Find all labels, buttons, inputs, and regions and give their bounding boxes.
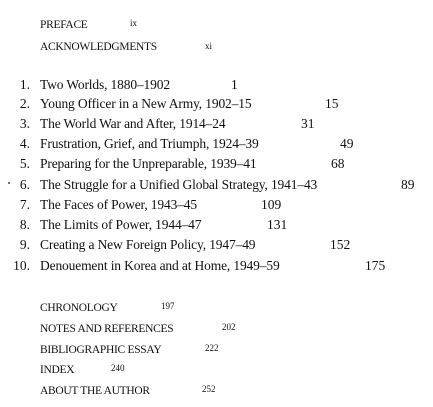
chapter-title: Creating a New Foreign Policy, 1947–49 — [40, 237, 256, 252]
entry-label: NOTES AND REFERENCES — [40, 323, 174, 335]
entry-page: 197 — [161, 301, 175, 311]
toc-entry-chronology — [40, 299, 118, 315]
chapter-page: 152 — [330, 237, 351, 252]
chapter-number: 3. — [19, 116, 30, 131]
chapter-number: 8. — [19, 217, 30, 232]
chapter-number: 7. — [19, 197, 30, 212]
entry-page: 202 — [222, 322, 236, 332]
entry-label: PREFACE — [40, 19, 88, 31]
chapter-title: The Struggle for a Unified Global Strategy, 1941–43 — [40, 177, 318, 192]
chapter-title: The Faces of Power, 1943–45 — [40, 197, 198, 212]
chapter-number: 10. — [13, 258, 30, 273]
entry-label: ABOUT THE AUTHOR — [40, 385, 150, 397]
chapter-number: 4. — [19, 136, 30, 151]
toc-entry-preface — [40, 16, 88, 32]
chapter-page: 109 — [261, 197, 282, 212]
entry-page: xi — [205, 41, 213, 51]
chapter-page: 31 — [301, 116, 315, 131]
chapter-title: The Limits of Power, 1944–47 — [40, 217, 202, 232]
chapter-title: Preparing for the Unpreparable, 1939–41 — [40, 156, 257, 171]
chapter-title: The World War and After, 1914–24 — [40, 116, 226, 131]
entry-page: 222 — [205, 343, 219, 353]
chapter-page: 175 — [365, 258, 386, 273]
chapter-page: 89 — [401, 177, 415, 192]
toc-entry-about-the-author — [40, 382, 150, 398]
entry-label: CHRONOLOGY — [40, 302, 118, 314]
chapter-number: 2. — [19, 96, 30, 111]
chapter-number: 1. — [19, 77, 30, 92]
chapter-page: 131 — [267, 217, 288, 232]
chapter-title: Young Officer in a New Army, 1902–15 — [40, 96, 252, 111]
entry-page: ix — [130, 18, 138, 28]
toc-entry-notes — [40, 320, 173, 336]
chapter-page: 49 — [340, 136, 354, 151]
chapter-number: 9. — [19, 237, 30, 252]
entry-label: BIBLIOGRAPHIC ESSAY — [40, 344, 162, 356]
chapter-number: 5. — [19, 156, 30, 171]
chapter-page: 15 — [325, 96, 339, 111]
entry-label: INDEX — [40, 364, 75, 376]
chapter-number: 6. — [19, 177, 30, 192]
toc-entry-acknowledgments — [40, 38, 157, 54]
toc-entry-bibliographic-essay — [40, 341, 161, 357]
entry-label: ACKNOWLEDGMENTS — [40, 41, 157, 53]
toc-entry-index — [40, 361, 74, 377]
chapter-title: Frustration, Grief, and Triumph, 1924–39 — [40, 136, 259, 151]
chapter-title: Denouement in Korea and at Home, 1949–59 — [40, 258, 280, 273]
entry-page: 240 — [111, 363, 125, 373]
chapter-page: 68 — [331, 156, 345, 171]
chapter-title: Two Worlds, 1880–1902 — [40, 77, 170, 92]
chapter-page: 1 — [231, 77, 238, 92]
entry-page: 252 — [202, 384, 216, 394]
